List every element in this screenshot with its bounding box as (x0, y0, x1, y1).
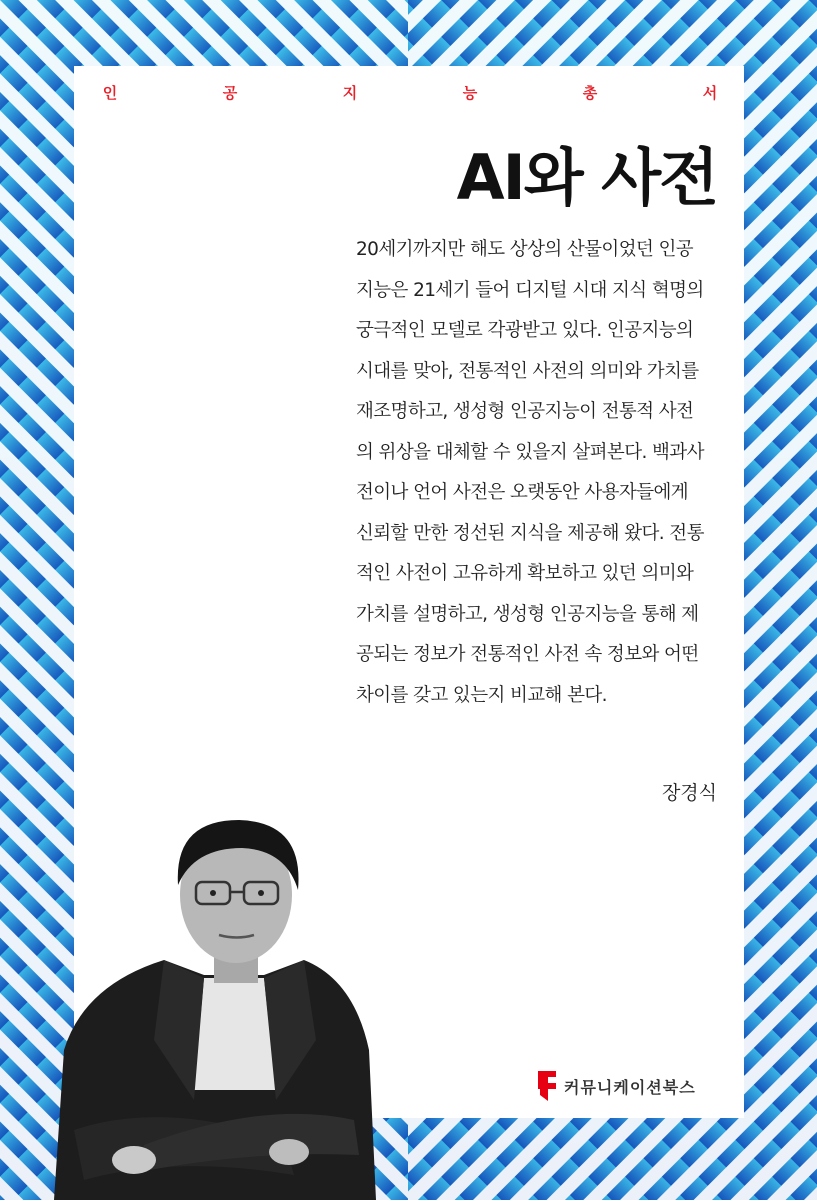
description-line: 전이나 언어 사전은 오랫동안 사용자들에게 (356, 482, 689, 503)
author-portrait (54, 800, 376, 1200)
description-line: 시대를 맞아, 전통적인 사전의 의미와 가치를 (356, 360, 699, 382)
description-line: 궁극적인 모델로 각광받고 있다. 인공지능의 (356, 320, 694, 341)
red-book-mark-icon (536, 1069, 558, 1103)
series-name (100, 82, 720, 104)
description-line: 차이를 갖고 있는지 비교해 본다. (356, 684, 607, 706)
series-char: 능 (462, 84, 478, 102)
series-char: 총 (582, 84, 598, 102)
author-portrait-illustration (54, 800, 376, 1200)
series-char: 서 (702, 84, 718, 102)
book-title: AI와 사전 (456, 141, 717, 214)
description-line: 가치를 설명하고, 생성형 인공지능을 통해 제 (356, 603, 699, 625)
author-name: 장경식 (661, 782, 717, 804)
description-line: 20세기까지만 해도 상상의 산물이었던 인공 (356, 239, 694, 260)
series-char: 인 (102, 84, 118, 102)
description-line: 공되는 정보가 전통적인 사전 속 정보와 어떤 (356, 644, 699, 665)
publisher-name: 커뮤니케이션북스 (564, 1077, 696, 1097)
series-char: 지 (342, 84, 358, 102)
publisher-logo (536, 1068, 696, 1104)
series-char: 공 (222, 84, 238, 102)
description-line: 신뢰할 만한 정선된 지식을 제공해 왔다. 전통 (356, 522, 704, 544)
description-line: 적인 사전이 고유하게 확보하고 있던 의미와 (356, 563, 694, 584)
book-description (356, 230, 722, 716)
description-line: 지능은 21세기 들어 디지털 시대 지식 혁명의 (356, 279, 704, 301)
description-line: 의 위상을 대체할 수 있을지 살펴본다. 백과사 (356, 441, 704, 463)
description-line: 재조명하고, 생성형 인공지능이 전통적 사전 (356, 401, 694, 422)
